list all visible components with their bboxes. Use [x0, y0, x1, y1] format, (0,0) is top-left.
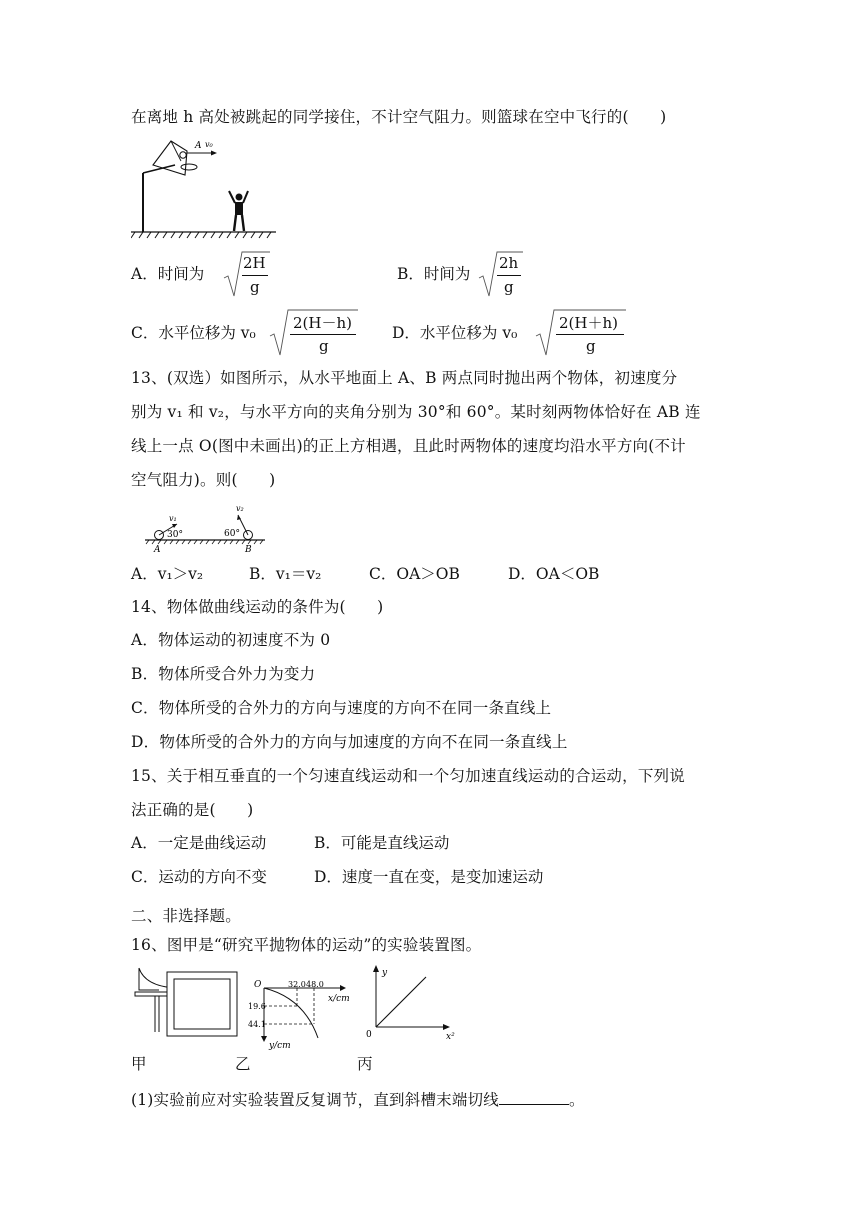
q12-option-a-prefix: A．时间为 — [131, 265, 205, 283]
q12-label-A: A — [195, 141, 202, 151]
q15-line-2: 法正确的是( ) — [131, 801, 254, 819]
q13-label-v1: v₁ — [169, 514, 177, 523]
q12-option-a-sqrt — [222, 250, 272, 298]
q12-option-b-sqrt — [477, 250, 525, 298]
q12-option-d-prefix: D．水平位移为 v₀ — [392, 324, 518, 342]
q14-option-c: C．物体所受的合外力的方向与速度的方向不在同一条直线上 — [131, 699, 552, 717]
q16-figure-bing — [362, 963, 462, 1041]
q12-option-c-sqrt — [268, 308, 360, 358]
q16-part-1-end: 。 — [568, 1091, 585, 1109]
q13-label-B: B — [245, 545, 252, 554]
q14-option-a: A．物体运动的初速度不为 0 — [131, 631, 331, 649]
q12-option-b-prefix: B．时间为 — [397, 265, 471, 283]
q13-line-3: 线上一点 O(图中未画出)的正上方相遇，且此时两物体的速度均沿水平方向(不计 — [131, 437, 686, 455]
q16-bing-xlabel: x² — [446, 1032, 455, 1041]
q15-option-d: D．速度一直在变，是变加速运动 — [314, 868, 544, 886]
q13-label-angle2: 60° — [224, 529, 240, 539]
q13-option-b: B．v₁＝v₂ — [249, 565, 322, 583]
q12-option-a-den: g — [250, 278, 260, 296]
q13-line-1: 13、(双选）如图所示，从水平地面上 A、B 两点同时抛出两个物体，初速度分 — [131, 369, 678, 387]
q13-option-a: A．v₁＞v₂ — [131, 565, 204, 583]
q16-part-1-blank[interactable] — [499, 1090, 569, 1105]
q16-yi-y2: 44.1 — [248, 1020, 266, 1029]
q16-caption-bing: 丙 — [357, 1055, 373, 1073]
q16-caption-yi: 乙 — [235, 1055, 251, 1073]
q12-option-c-prefix: C．水平位移为 v₀ — [131, 324, 256, 342]
q13-label-A: A — [154, 545, 161, 554]
q15-option-a: A．一定是曲线运动 — [131, 834, 267, 852]
q12-stem: 在离地 h 高处被跳起的同学接住，不计空气阻力。则篮球在空中飞行的( ) — [131, 108, 667, 126]
q16-yi-xlabel: x/cm — [328, 994, 350, 1004]
q16-yi-x1: 32.0 — [288, 980, 306, 989]
q12-option-c-den: g — [319, 337, 329, 355]
q15-line-1: 15、关于相互垂直的一个匀速直线运动和一个匀加速直线运动的合运动，下列说 — [131, 767, 685, 785]
q12-option-b-num: 2h — [499, 254, 519, 272]
q12-option-d-sqrt — [534, 308, 628, 358]
q12-option-d-num: 2(H＋h) — [559, 314, 618, 332]
q16-caption-jia: 甲 — [131, 1055, 147, 1073]
q12-option-b-den: g — [504, 278, 514, 296]
q16-figure-jia — [131, 962, 243, 1042]
q12-figure — [131, 135, 281, 240]
q13-line-4: 空气阻力)。则( ) — [131, 471, 276, 489]
q12-option-a-num: 2H — [243, 254, 266, 272]
q14-option-b: B．物体所受合外力为变力 — [131, 665, 316, 683]
q16-figure-yi — [248, 978, 356, 1060]
q12-option-c-num: 2(H－h) — [293, 314, 352, 332]
q16-yi-x2: 48.0 — [306, 980, 324, 989]
q14-stem: 14、物体做曲线运动的条件为( ) — [131, 598, 384, 616]
q16-part-1-text: (1)实验前应对实验装置反复调节，直到斜槽末端切线 — [131, 1091, 499, 1109]
q13-option-d: D．OA＜OB — [508, 565, 600, 583]
q15-option-b: B．可能是直线运动 — [314, 834, 450, 852]
q13-option-c: C．OA＞OB — [369, 565, 460, 583]
q16-stem: 16、图甲是“研究平抛物体的运动”的实验装置图。 — [131, 936, 482, 954]
section-2-title: 二、非选择题。 — [131, 907, 241, 925]
q12-option-d-den: g — [586, 337, 596, 355]
q13-line-2: 别为 v₁ 和 v₂，与水平方向的夹角分别为 30°和 60°。某时刻两物体恰好在 AB 连 — [131, 403, 701, 421]
q16-bing-origin: 0 — [366, 1030, 372, 1040]
q12-label-v0: v₀ — [205, 140, 213, 149]
q16-part-1 — [131, 1088, 585, 1110]
q13-label-angle1: 30° — [167, 530, 183, 540]
q16-yi-y1: 19.6 — [248, 1002, 266, 1011]
q15-option-c: C．运动的方向不变 — [131, 868, 267, 886]
q16-yi-origin: O — [254, 980, 262, 990]
q16-yi-ylabel: y/cm — [269, 1041, 291, 1051]
q13-figure — [143, 502, 268, 554]
q16-bing-ylabel: y — [382, 968, 388, 978]
q13-label-v2: v₂ — [236, 504, 244, 513]
q14-option-d: D．物体所受的合外力的方向与加速度的方向不在同一条直线上 — [131, 733, 568, 751]
